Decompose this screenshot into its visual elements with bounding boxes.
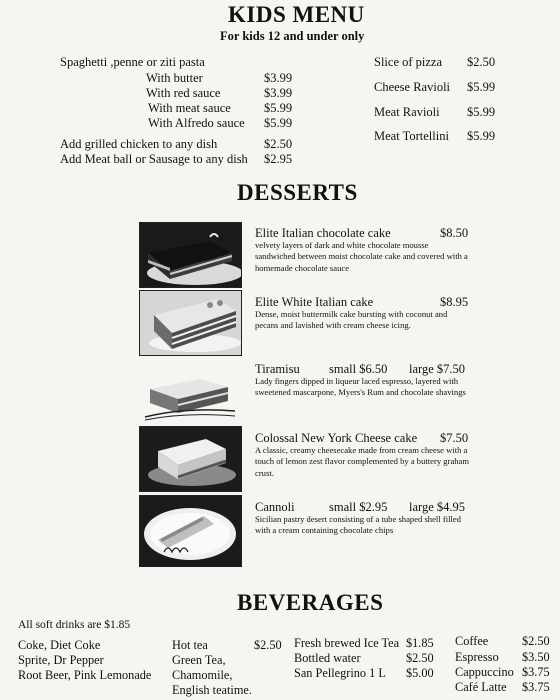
dessert-5-large-price: large $4.95	[409, 500, 466, 514]
pasta-meat-price: $5.99	[264, 101, 293, 115]
pasta-header: Spaghetti ,penne or ziti pasta	[60, 55, 205, 69]
dessert-1-name: Elite Italian chocolate cake	[255, 226, 391, 240]
cannoli-photo	[139, 495, 242, 567]
dessert-3-name: Tiramisu	[255, 362, 300, 376]
bev-hot-tea-label: Hot tea	[172, 638, 208, 652]
dessert-5-small-price: small $2.95	[329, 500, 388, 514]
pasta-butter-price: $3.99	[264, 71, 293, 85]
bev-col3-price-1: $1.85	[406, 636, 434, 650]
kids-right-price-cheese-ravioli: $5.99	[467, 80, 496, 94]
bev-col1-line-3: Root Beer, Pink Lemonade	[18, 668, 152, 682]
kids-right-price-meat-ravioli: $5.99	[467, 105, 496, 119]
pasta-red-label: With red sauce	[146, 86, 221, 100]
pasta-red-price: $3.99	[264, 86, 293, 100]
addon-meatball-label: Add Meat ball or Sausage to any dish	[60, 152, 248, 166]
bev-col3-price-3: $5.00	[406, 666, 434, 680]
bev-col3-label-3: San Pellegrino 1 L	[294, 666, 386, 680]
addon-chicken-price: $2.50	[264, 137, 293, 151]
kids-right-price-pizza: $2.50	[467, 55, 496, 69]
desserts-title: DESSERTS	[237, 180, 358, 205]
dessert-4-name: Colossal New York Cheese cake	[255, 431, 418, 445]
kids-right-item-cheese-ravioli: Cheese Ravioli	[374, 80, 451, 94]
dessert-3-small-price: small $6.50	[329, 362, 388, 376]
addon-chicken-label: Add grilled chicken to any dish	[60, 137, 218, 151]
kids-right-item-meat-ravioli: Meat Ravioli	[374, 105, 440, 119]
pasta-meat-label: With meat sauce	[148, 101, 231, 115]
bev-col4-label-3: Cappuccino	[455, 665, 514, 679]
kids-right-item-pizza: Slice of pizza	[374, 55, 443, 69]
bev-col1-line-2: Sprite, Dr Pepper	[18, 653, 104, 667]
bev-col4-label-1: Coffee	[455, 634, 489, 648]
pasta-alfredo-label: With Alfredo sauce	[148, 116, 245, 130]
bev-col1-line-1: Coke, Diet Coke	[18, 638, 101, 652]
dessert-2-desc: Dense, moist buttermilk cake bursting with coconut and pecans and lavished with cream cheese icing.	[255, 309, 448, 331]
pasta-butter-label: With butter	[146, 71, 203, 85]
kids-menu-title: KIDS MENU	[228, 2, 365, 27]
dessert-3-desc: Lady fingers dipped in liqueur laced espresso, layered with sweetened mascarpone, Myers's Rum and chocolate shavings	[255, 376, 466, 398]
kids-right-price-meat-tortellini: $5.99	[467, 129, 496, 143]
bev-tea-line-1: Green Tea,	[172, 653, 226, 667]
dessert-1-desc: velvety layers of dark and white chocolate mousse sandwiched between moist chocolate cake and covered with a homemade chocolate sauce	[255, 240, 468, 273]
bev-col3-label-1: Fresh brewed Ice Tea	[294, 636, 400, 650]
beverages-title: BEVERAGES	[237, 590, 384, 615]
cheesecake-photo	[139, 426, 242, 492]
dessert-3-large-price: large $7.50	[409, 362, 466, 376]
dessert-4-price: $7.50	[440, 431, 469, 445]
dessert-5-desc: Sicilian pastry desert consisting of a tube shaped shell filled with a cream containing chocolate chips	[255, 514, 461, 536]
bev-tea-line-3: English teatime.	[172, 683, 252, 697]
bev-col4-label-2: Espresso	[455, 650, 499, 664]
bev-col4-label-4: Café Latte	[455, 680, 507, 694]
dessert-5-name: Cannoli	[255, 500, 295, 514]
white-cake-photo	[139, 290, 242, 356]
kids-menu-subtitle: For kids 12 and under only	[220, 29, 365, 43]
bev-col4-price-2: $3.50	[522, 650, 550, 664]
tiramisu-photo	[139, 358, 242, 424]
bev-col3-label-2: Bottled water	[294, 651, 361, 665]
dessert-4-desc: A classic, creamy cheesecake made from cream cheese with a touch of lemon zest flavor complemented by a buttery graham crust.	[255, 445, 470, 478]
dessert-2-name: Elite White Italian cake	[255, 295, 374, 309]
pasta-alfredo-price: $5.99	[264, 116, 293, 130]
bev-col4-price-4: $3.75	[522, 680, 550, 694]
dessert-1-price: $8.50	[440, 226, 469, 240]
dessert-2-price: $8.95	[440, 295, 469, 309]
addon-meatball-price: $2.95	[264, 152, 293, 166]
kids-right-item-meat-tortellini: Meat Tortellini	[374, 129, 449, 143]
soft-drinks-note: All soft drinks are $1.85	[18, 619, 131, 631]
chocolate-cake-photo	[139, 222, 242, 288]
bev-hot-tea-price: $2.50	[254, 638, 282, 652]
bev-col4-price-3: $3.75	[522, 665, 550, 679]
bev-col3-price-2: $2.50	[406, 651, 434, 665]
bev-col4-price-1: $2.50	[522, 634, 550, 648]
bev-tea-line-2: Chamomile,	[172, 668, 233, 682]
